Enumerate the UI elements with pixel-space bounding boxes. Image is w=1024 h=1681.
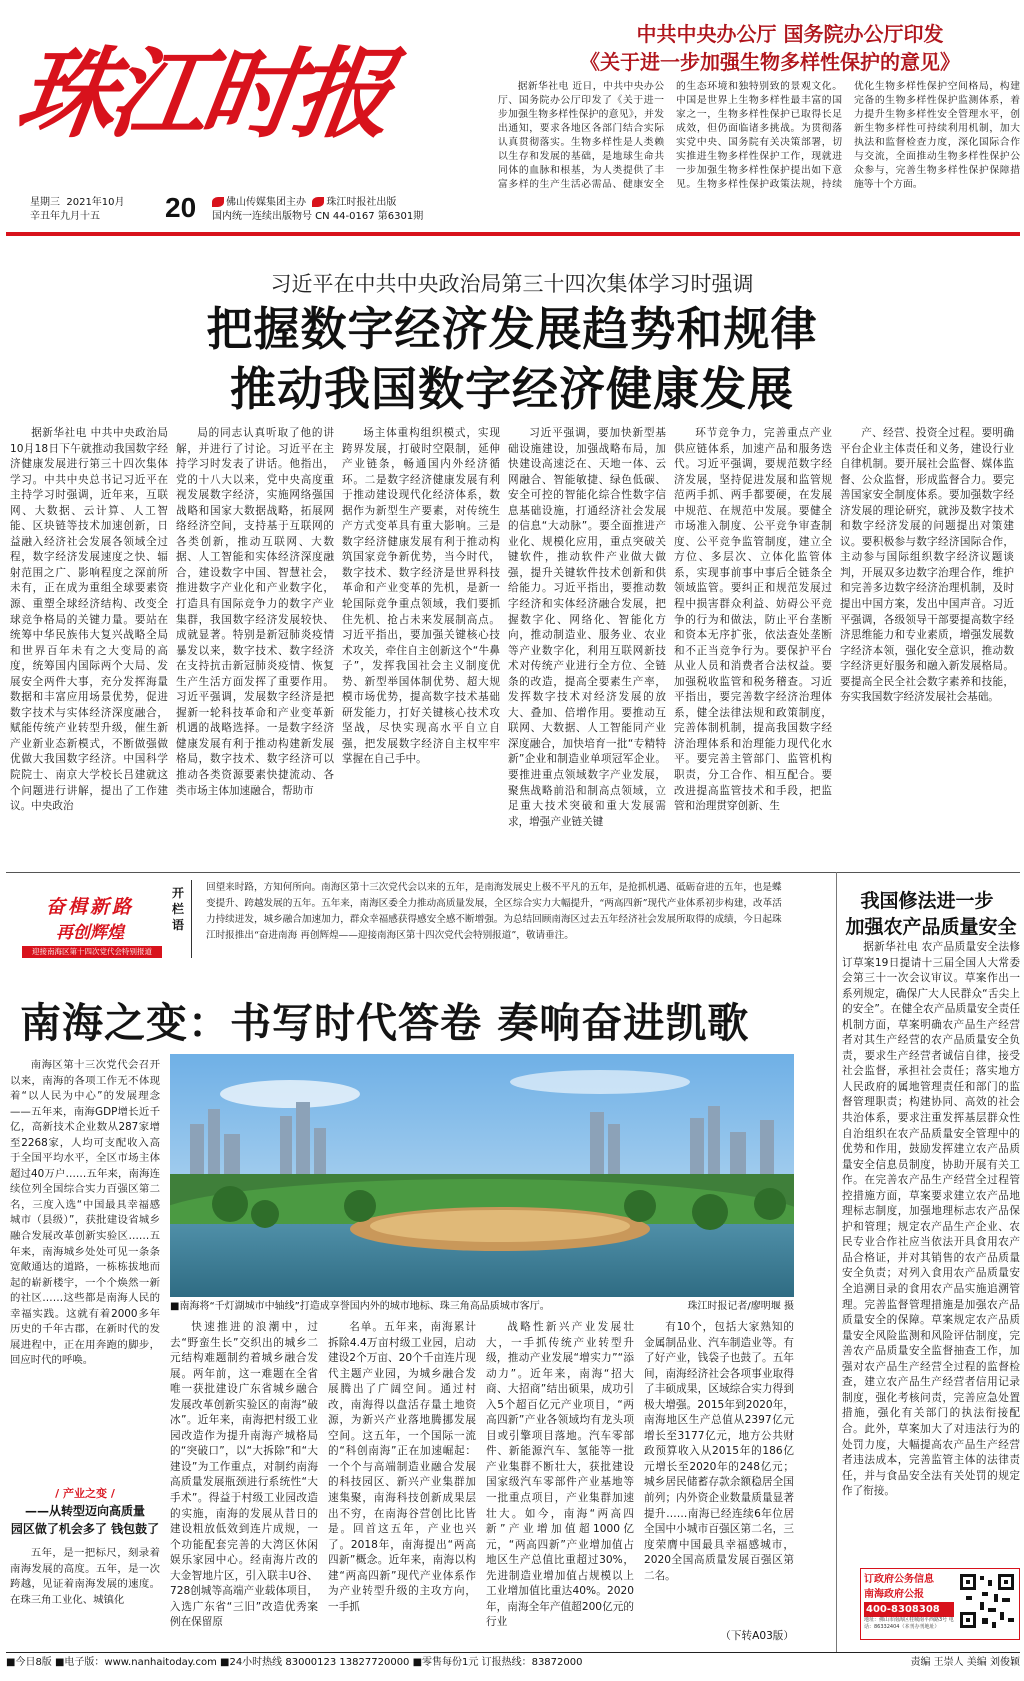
photo-credit: 珠江时报记者/廖明堰 摄 (687, 1301, 794, 1312)
banner-top: 奋楫新路 (45, 896, 134, 918)
newspaper-logo: 珠江时报 (9, 37, 395, 152)
photo-caption (170, 1300, 794, 1314)
ad-line-1: 订政府公务信息 (864, 1574, 934, 1585)
kaiti-label: 开栏语 (172, 886, 185, 932)
ag-head1: 我国修法进一步 (860, 890, 994, 912)
masthead-rule (6, 232, 1020, 236)
column-separator (836, 872, 837, 1652)
main-headline-1: 把握数字经济发展趋势和规律 (206, 302, 818, 356)
sponsor: 佛山传媒集团主办 (226, 197, 306, 208)
nanhai-col-d: 有10个，包括大家熟知的金属制品业、汽车制造业等。有了好产业，钱袋子也鼓了。五年间，南海经济社会各项事业取得了丰硕成果，区域综合实力得到极大增强。2015年到2020年，南海地区生产总值从2397亿元增长至3177亿元，地方公共财政预算收入从2015年的186亿元增长至2020年的248亿元；城乡居民储蓄存款余额稳居全国前列；内外资企业数量质量显著提升……南海已经连续6年位居全国中小城市百强区第二名，三度荣膺中国最具幸福感城市，2020全国高质量发展百强区第二名。 (644, 1321, 794, 1582)
banner-mid: 再创辉煌 (56, 923, 124, 943)
main-col-1: 据新华社电 中共中央政治局10月18日下午就推动我国数字经济健康发展进行第三十四次集体学习。中共中央总书记习近平在主持学习时强调，近年来，互联网、大数据、云计算、人工智能、区块链等技术加速创新，日益融入经济社会发展各领域全过程，数字经济发展速度之快、辐射范围之广、影响程度之深前所未有，正在成为重组全球要素资源、重塑全球经济结构、改变全球竞争格局的关键力量。要站在统筹中华民族伟大复兴战略全局和世界百年未有之大变局的高度，统筹国内国际两个大局、发展安全两件大事，充分发挥海量数据和丰富应用场景优势，促进数字技术与实体经济深度融合，赋能传统产业转型升级，催生新产业新业态新模式，不断做强做优做大我国数字经济。中国科学院院士、南京大学校长吕建就这个问题进行讲解，提出了工作建议。中央政治 (10, 427, 168, 813)
ad-text (864, 1572, 954, 1631)
top-news-head1: 中共中央办公厅 国务院办公厅印发 (636, 22, 944, 46)
ad-line-2: 南海政府公报 (864, 1589, 924, 1600)
footer-editors: 责编 王崇人 美编 刘俊颖 (910, 1657, 1020, 1668)
kaiti-divider (191, 880, 192, 958)
nanhai-col-a: 快速推进的浪潮中，过去“野蛮生长”交织出的城乡二元结构难题制约着城乡融合发展。两年前，这一难题在全省唯一获批建设广东省城乡融合发展改革创新实验区的南海“破冰”。近年来，南海把村级工业园改造作为提升南海产城格局的“突破口”，以“大拆除”和“大建设”为工作重点，对制约南海高质量发展瓶颈进行系统性“大手术”。得益于村级工业园改造的实施，南海的发展从昔日的建设粗放低效到连片成规，一个功能配套完善的大湾区休闲娱乐家园中心。经南海片改的大金智地片区，引入联丰U谷、728创城等高端产业载体项目，入选广东省“三旧”改造优秀案例在保留原 (170, 1321, 318, 1629)
nanhai-headline: 南海之变：书写时代答卷 奏响奋进凯歌 (20, 999, 750, 1047)
continue-note: （下转A03版） (720, 1630, 794, 1642)
ad-phone: 400-8308308 (864, 1602, 954, 1617)
qr-code-icon[interactable] (958, 1572, 1016, 1630)
main-col-4: 习近平强调，要加快新型基础设施建设，加强战略布局，加快建设高速泛在、天地一体、云网融合、智能敏捷、绿色低碳、安全可控的智能化综合性数字信息基础设施，打通经济社会发展的信息“大动脉”。要全面推进产业化、规模化应用，重点突破关键软件，推动软件产业做大做强，提升关键软件技术创新和供给能力。习近平指出，要推动数字经济和实体经济融合发展，把握数字化、网络化、智能化方向，推动制造业、服务业、农业等产业数字化，利用互联网新技术对传统产业进行全方位、全链条的改造，提高全要素生产率，发挥数字技术对经济发展的放大、叠加、倍增作用。要推动互联网、大数据、人工智能同产业深度融合，加快培育一批“专精特新”企业和制造业单项冠军企业。要推进重点领域数字产业发展，聚焦战略前沿和制高点领域，立足重大技术突破和重大发展需求，增强产业链关键 (508, 427, 666, 828)
section-intro: 回望来时路，方知何所向。南海区第十三次党代会以来的五年，是南海发展史上极不平凡的五年，是抢抓机遇、砥砺奋进的五年，也是蝶变提升、跨越发展的五年。五年来，南海区委全力推动高质量发展，全区综合实力大幅提升，“两高四新”现代产业体系初步构建，改革活力持续迸发，城乡融合加速加力，群众幸福感获得感安全感不断增强。为总结回顾南海区过去五年经济社会发展所取得的成绩，今日起珠江时报推出“奋进南海 再创辉煌——迎接南海区第十四次党代会特别报道”，敬请垂注。 (206, 882, 782, 941)
main-col-3: 场主体重构组织模式，实现跨界发展，打破时空限制，延伸产业链条，畅通国内外经济循环。二是数字经济健康发展有利于推动建设现代化经济体系，数据作为新型生产要素，对传统生产方式变革具有重大影响。三是数字经济健康发展有利于推动构筑国家竞争新优势，当今时代，数字技术、数字经济是世界科技革命和产业变革的先机，是新一轮国际竞争重点领域，我们要抓住先机、抢占未来发展制高点。习近平指出，要加强关键核心技术攻关，牵住自主创新这个“牛鼻子”，发挥我国社会主义制度优势、新型举国体制优势、超大规模市场优势，提高数字技术基础研发能力，打好关键核心技术攻坚战，尽快实现高水平自立自强，把发展数字经济自主权牢牢掌握在自己手中。 (342, 427, 500, 766)
main-col-2: 局的同志认真听取了他的讲解，并进行了讨论。习近平在主持学习时发表了讲话。他指出，党的十八大以来，党中央高度重视发展数字经济，实施网络强国战略和国家大数据战略，拓展网络经济空间，支持基于互联网的各类创新，推动互联网、大数据、人工智能和实体经济深度融合，建设数字中国、智慧社会，推进数字产业化和产业数字化，打造具有国际竞争力的数字产业集群，我国数字经济发展较快、成就显著。特别是新冠肺炎疫情暴发以来，数字技术、数字经济在支持抗击新冠肺炎疫情、恢复生产生活方面发挥了重要作用。习近平强调，发展数字经济是把握新一轮科技革命和产业变革新机遇的战略选择。一是数字经济健康发展有利于推动构建新发展格局，数字技术、数字经济可以推动各类资源要素快捷流动、各类市场主体加速融合，帮助市 (176, 427, 334, 797)
date: 2021年10月 (66, 197, 125, 208)
footer-info: ■今日8版 ■电子版：www.nanhaitoday.com ■24小时热线 83000123 13827720000 ■零售每份1元 订报热线：83872000 (6, 1657, 583, 1668)
issue-date (30, 196, 170, 224)
section-head: ——从转型迈向高质量 (24, 1504, 145, 1518)
group-logo-icon (212, 197, 224, 207)
nanhai-left-col: 南海区第十三次党代会召开以来，南海的各项工作无不体现着“以人民为中心”的发展理念——五年来，南海GDP增长近千亿，高新技术企业数从287家增至2268家，人均可支配收入高于全国平均水平，全区市场主体超过40万户……五年来，南海连续位列全国综合实力百强区第二名，三度入选“中国最具幸福感城市（县级）”，获批建设省城乡融合发展改革创新实验区……五年来，南海城乡处处可见一条条宽敞通达的道路，一栋栋拔地而起的崭新楼宇，一个个焕然一新的社区……这些都是南海人民的幸福实践。这就有着2000多年历史的千年古郡，在新时代的发展进程中，正在用奔跑的脚步，回应时代的呼唤。 (10, 1059, 160, 1367)
section-subhead: 园区做了机会多了 钱包鼓了 (10, 1522, 160, 1536)
nanhai-col-b: 名单。五年来，南海累计拆除4.4万亩村级工业园，启动建设2个万亩、20个千亩连片现代主题产业园，为城乡融合发展腾出了广阔空间。通过村改，南海得以盘活存量土地资源，为新兴产业落地腾挪发展空间。这五年，一个国际一流的“科创南海”正在加速崛起：一个个与高端制造业融合发展的科技园区、新兴产业集群加速集聚，南海科技创新成果层出不穷，在南海谷营创比比皆是。回首这五年，产业也兴了。2018年，南海提出“两高四新”概念。近年来，南海以构建“两高四新”现代产业体系作为产业转型升级的主攻方向，一手抓 (328, 1321, 476, 1613)
nanhai-left-col2: 五年，是一把标尺，刻录着南海发展的高度。五年，是一次跨越，见证着南海发展的速度。在珠三角工业化、城镇化 (10, 1547, 160, 1606)
ag-head2: 加强农产品质量安全 (845, 916, 1017, 938)
top-news-head2: 《关于进一步加强生物多样性保护的意见》 (580, 50, 960, 74)
caption-text: ■南海将“千灯湖城市中轴线”打造成享誉国内外的城市地标、珠三角高品质城市客厅。 (170, 1301, 550, 1312)
main-col-6: 产、经营、投资全过程。要明确平台企业主体责任和义务，建设行业自律机制。要开展社会监督、媒体监督、公众监督，形成监督合力。要完善国家安全制度体系。要加强数字经济发展的理论研究，就涉及数字技术和数字经济发展的问题提出对策建议。要积极参与数字经济国际合作，主动参与国际组织数字经济议题谈判，开展双多边数字治理合作，维护和完善多边数字经济治理机制，及时提出中国方案，发出中国声音。习近平强调，各级领导干部要提高数字经济思维能力和专业素质，增强发展数字经济本领，强化安全意识，推动数字经济更好服务和融入新发展格局。要提高全民全社会数字素养和技能，夯实我国数字经济发展社会基础。 (840, 427, 1014, 704)
paper-logo-icon (312, 197, 324, 207)
lunar-date: 辛丑年九月十五 (30, 211, 100, 222)
day-number: 20 (165, 192, 197, 223)
section-label: / 产业之变 / (55, 1487, 115, 1500)
publisher-info (212, 196, 502, 224)
main-headline-2: 推动我国数字经济健康发展 (230, 362, 794, 416)
ad-address: 地址：佛山市南海区桂城南平西路3号 电话：86332404（本刊办刊地址） (864, 1617, 954, 1630)
weekday: 星期三 (30, 197, 60, 208)
cn-number: 国内统一连续出版物号 CN 44-0167 第6301期 (212, 211, 424, 222)
ag-news-body: 据新华社电 农产品质量安全法修订草案19日提请十三届全国人大常委会第三十一次会议审议。草案作出一系列规定，确保广大人民群众“舌尖上的安全”。在健全农产品质量安全责任机制方面，草案明确农产品生产经营者对其生产经营的农产品质量安全负责，要求生产经营者诚信自律，接受社会监督，承担社会责任；落实地方人民政府的属地管理责任和部门的监督管理职责；构建协同、高效的社会共治体系，要求注重发挥基层群众性自治组织在农产品质量安全管理中的优势和作用，鼓励发挥建立农产品质量安全信息员制度，协助开展有关工作。在完善农产品生产经营全过程管控措施方面，草案要求建立农产品地理标志制度，加强地理标志农产品保护和管理；规定农产品生产企业、农民专业合作社应当依法开具食用农产品合格证，并对其销售的农产品质量安全负责；对列入食用农产品质量安全追溯目录的食用农产品实施追溯管理。完善监督管理措施是加强农产品质量安全的保障。草案规定农产品质量安全风险监测和风险评估制度，完善农产品质量安全监督抽查工作，加强对农产品生产经营全过程的监督检查，建立农产品生产经营者信用记录制度，强化考核问责，完善应急处置措施，强化有关部门的执法衔接配合。此外，草案加大了对违法行为的处罚力度，大幅提高农产品生产经营者违法成本，完善监管主体的法律责任，并与食品安全法有关处罚的规定作了衔接。 (842, 941, 1020, 1498)
publisher: 珠江时报社出版 (326, 197, 397, 208)
main-col-5: 环节竞争力，完善重点产业供应链体系，加速产品和服务迭代。习近平强调，要规范数字经济发展，坚持促进发展和监管规范两手抓、两手都要硬，在发展中规范、在规范中发展。要健全市场准入制度、公平竞争审查制度、公平竞争监管制度，建立全方位、多层次、立体化监管体系，实现事前事中事后全链条全领域监管。要纠正和规范发展过程中损害群众利益、妨碍公平竞争的行为和做法，防止平台垄断和资本无序扩张，依法查处垄断和不正当竞争行为。要保护平台从业人员和消费者合法权益。要加强税收监管和税务稽查。习近平指出，要完善数字经济治理体系，健全法律法规和政策制度，完善体制机制，提高我国数字经济治理体系和治理能力现代化水平。要完善主管部门、监管机构职责，分工合作、相互配合。要改进提高监管技术和手段，把监管和治理贯穿创新、生 (674, 427, 832, 813)
nanhai-col-c: 战略性新兴产业发展壮大，一手抓传统产业转型升级，推动产业发展“增实力”“添动力”。近年来，南海“招大商、大招商”结出硕果，成功引入5个超百亿元产业项目，“两高四新”产业各领域均有龙头项目或引擎项目落地。汽车零部件、新能源汽车、氢能等一批产业集群不断壮大，获批建设国家级汽车零部件产业基地等一批重点项目，产业集群加速壮大。如今，南海“两高四新”产业增加值超1000亿元，“两高四新”产业增加值占地区生产总值比重超过30%，先进制造业增加值占规模以上工业增加值比重达40%。2020年，南海全年产值超200亿元的行业 (486, 1321, 634, 1629)
main-kicker: 习近平在中共中央政治局第三十四次集体学习时强调 (270, 272, 754, 296)
city-photo (170, 1054, 794, 1297)
section-rule (6, 872, 1020, 873)
banner-sub: 迎接南海区第十四次党代会特别报道 (22, 946, 162, 958)
top-news-body: 据新华社电 近日，中共中央办公厅、国务院办公厅印发了《关于进一步加强生物多样性保护的意见》，并发出通知，要求各地区各部门结合实际认真贯彻落实。生物多样性是人类赖以生存和发展的基础，是地球生命共同体的血脉和根基，为人类提供了丰富多样的生产生活必需品、健康安全的生态环境和独特别致的景观文化。中国是世界上生物多样性最丰富的国家之一，生物多样性保护已取得长足成效，但仍面临诸多挑战。为贯彻落实党中央、国务院有关决策部署，切实推进生物多样性保护工作，现就进一步加强生物多样性保护提出如下意见。生物多样性保护政策法规，持续优化生物多样性保护空间格局，构建完备的生物多样性保护监测体系，着力提升生物多样性安全管理水平，创新生物多样性可持续利用机制，加大执法和监督检查力度，深化国际合作与交流，全面推动生物多样性保护公众参与，完善生物多样性保护保障措施等十个方面。 (498, 81, 1020, 190)
footer-rule (6, 1652, 1020, 1653)
